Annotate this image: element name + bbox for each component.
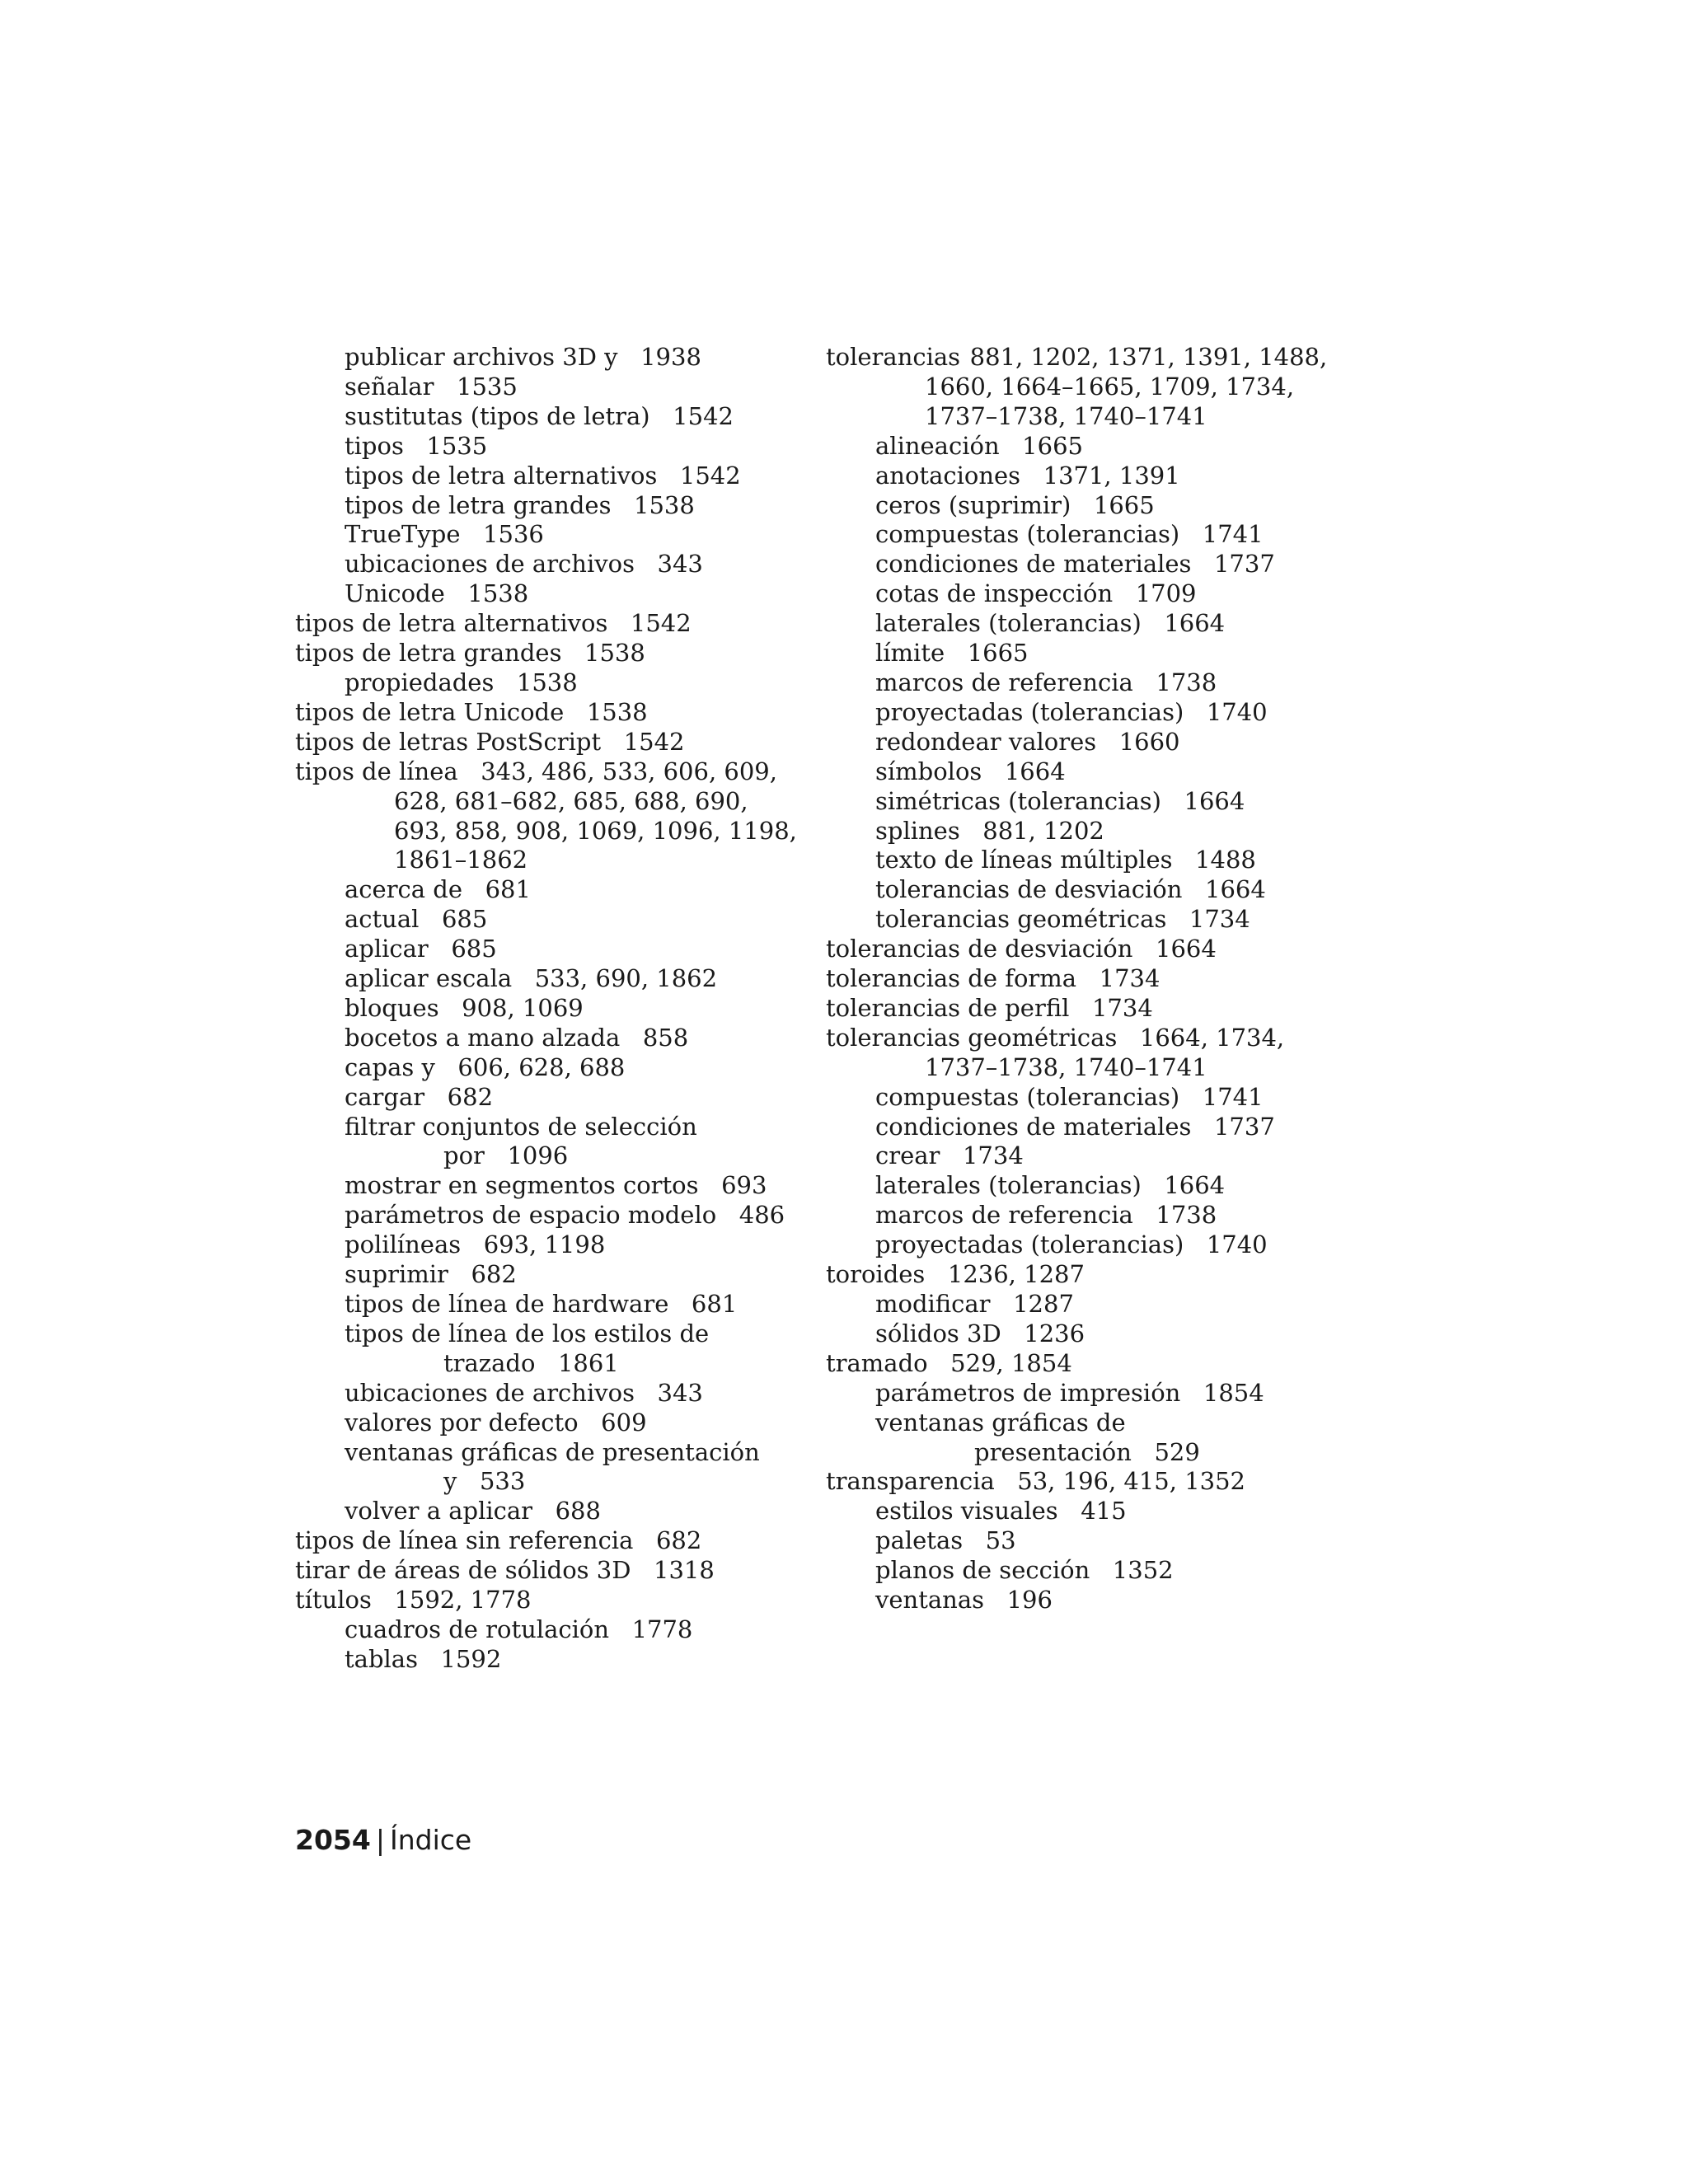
index-continuation-text: y [443,1467,457,1496]
section-title: Índice [389,1824,472,1856]
index-pages: 681 [485,875,531,904]
index-continuation-text: presentación [974,1437,1132,1466]
index-pages: 1542 [679,461,741,490]
index-term: tolerancias geométricas [875,905,1167,934]
index-pages: 1236, 1287 [947,1260,1085,1289]
index-continuation [295,817,806,846]
index-entry [826,1024,1353,1083]
index-term: aplicar [345,935,429,963]
index-pages: 196 [1006,1586,1053,1615]
index-entry [826,994,1353,1024]
index-pages: 415 [1081,1497,1127,1526]
index-subentry [826,609,1353,639]
index-subentry [826,1379,1353,1408]
index-pages: 1938 [640,343,701,371]
index-subentry [295,1083,806,1113]
index-subentry [295,1113,806,1172]
index-continuation-text: 1737–1738, 1740–1741 [925,1052,1207,1081]
index-term: modificar [875,1290,991,1318]
index-term: redondear valores [875,727,1097,756]
index-term: polilíneas [345,1230,462,1259]
index-entry [295,728,806,757]
index-term: tipos de línea de hardware [345,1290,669,1318]
index-entry [826,1467,1353,1497]
index-continuation [826,373,1353,402]
index-term: tipos de letras PostScript [295,727,602,756]
index-pages: 606, 628, 688 [457,1052,626,1081]
index-term: cargar [345,1082,425,1111]
index-subentry [295,935,806,964]
index-subentry [826,432,1353,462]
index-term: capas y [345,1052,435,1081]
index-term: mostrar en segmentos cortos [345,1171,699,1200]
index-continuation [345,1349,806,1379]
index-pages: 881, 1202, 1371, 1391, 1488, [969,343,1328,371]
index-term: planos de sección [875,1556,1090,1585]
index-subentry [826,905,1353,935]
index-subentry [826,550,1353,579]
index-pages: 1538 [467,579,529,608]
index-pages: 343, 486, 533, 606, 609, [481,757,777,785]
index-continuation [875,1438,1353,1468]
index-continuation-text: por [443,1141,485,1170]
index-pages: 1664 [1164,1171,1226,1200]
index-subentry [295,1230,806,1260]
index-subentry [295,668,806,698]
index-subentry [295,491,806,521]
index-pages: 688 [555,1497,601,1526]
index-subentry [295,462,806,491]
index-term: texto de líneas múltiples [875,846,1173,874]
index-subentry [295,1615,806,1645]
index-pages: 1542 [630,609,692,638]
index-subentry [826,817,1353,846]
index-subentry [826,698,1353,728]
index-term: símbolos [875,757,982,785]
index-term: ventanas [875,1586,985,1615]
index-term: condiciones de materiales [875,550,1192,579]
index-term: TrueType [345,520,461,549]
index-pages: 1664 [1164,609,1226,638]
index-term: ceros (suprimir) [875,490,1071,519]
index-pages: 1664 [1205,875,1266,904]
index-pages: 1236 [1024,1319,1085,1347]
index-term: paletas [875,1526,964,1555]
index-subentry [826,787,1353,817]
index-pages: 682 [655,1526,702,1555]
index-term: tipos de línea de los estilos de [345,1319,710,1347]
index-term: tipos de letra grandes [295,639,562,668]
index-term: cuadros de rotulación [345,1615,610,1643]
index-term: tipos de línea sin referencia [295,1526,634,1555]
index-term: tirar de áreas de sólidos 3D [295,1556,631,1585]
index-pages: 1778 [631,1615,693,1643]
index-term: señalar [345,372,434,401]
index-continuation-text: trazado [443,1348,536,1377]
index-pages: 486 [738,1201,785,1230]
index-subentry [295,579,806,609]
index-pages: 1734 [1091,993,1153,1022]
index-continuation [295,846,806,875]
index-subentry [295,875,806,905]
index-pages: 1738 [1156,668,1217,696]
index-term: propiedades [345,668,495,696]
index-pages: 1592, 1778 [394,1586,532,1615]
index-subentry [826,520,1353,550]
index-term: tipos de línea [295,757,458,785]
index-pages: 1371, 1391 [1043,461,1180,490]
index-subentry [826,846,1353,875]
index-subentry [826,1497,1353,1526]
index-pages: 1536 [483,520,544,549]
index-pages: 1488 [1195,846,1256,874]
index-subentry [295,964,806,994]
index-term: proyectadas (tolerancias) [875,1230,1184,1259]
index-pages: 1352 [1112,1556,1174,1585]
index-subentry [295,550,806,579]
index-term: estilos visuales [875,1497,1058,1526]
index-pages: 1660 [1118,727,1180,756]
index-term: laterales (tolerancias) [875,1171,1142,1200]
index-pages: 1535 [426,431,488,460]
index-continuation-text: 693, 858, 908, 1069, 1096, 1198, [394,816,797,845]
index-term: proyectadas (tolerancias) [875,697,1184,726]
index-pages: 1287 [1013,1290,1074,1318]
index-pages: 1740 [1206,1230,1268,1259]
index-subentry [295,905,806,935]
index-pages: 1734 [1189,905,1250,934]
index-pages: 1861 [557,1348,619,1377]
index-entry [295,1526,806,1556]
index-column-right [826,343,1353,1615]
index-subentry [295,1053,806,1083]
index-term: tipos de letra alternativos [345,461,658,490]
index-term: tolerancias geométricas [826,1023,1118,1052]
index-pages: 1664 [1184,786,1245,815]
index-pages: 1737 [1213,1112,1275,1141]
index-term: publicar archivos 3D y [345,343,618,371]
index-entry [826,964,1353,994]
index-term: ubicaciones de archivos [345,550,635,579]
index-continuation-text: 1660, 1664–1665, 1709, 1734, [925,372,1295,401]
index-term: volver a aplicar [345,1497,533,1526]
index-pages: 1664 [1004,757,1066,785]
index-term: splines [875,816,960,845]
page-footer [295,1824,471,1856]
index-subentry [295,1408,806,1438]
index-pages: 1738 [1156,1201,1217,1230]
index-term: toroides [826,1260,926,1289]
index-pages: 1665 [967,639,1029,668]
index-pages: 1538 [586,697,648,726]
index-subentry [826,1290,1353,1319]
index-pages: 1542 [623,727,685,756]
index-subentry [826,1141,1353,1171]
index-pages: 1709 [1135,579,1197,608]
index-subentry [295,1438,806,1497]
index-term: cotas de inspección [875,579,1114,608]
index-term: tablas [345,1644,418,1673]
index-entry [295,609,806,639]
index-pages: 53 [985,1526,1016,1555]
index-subentry [826,728,1353,757]
index-term: sólidos 3D [875,1319,1001,1347]
index-pages: 908, 1069 [462,993,584,1022]
index-subentry [826,579,1353,609]
index-continuation [826,1053,1353,1083]
index-subentry [295,994,806,1024]
index-continuation [345,1467,806,1497]
index-term: tipos de letra grandes [345,490,612,519]
index-column-left [295,343,806,1675]
index-term: tipos de letra Unicode [295,697,565,726]
index-subentry [826,1586,1353,1615]
index-term: bocetos a mano alzada [345,1023,621,1052]
index-continuation [826,402,1353,432]
index-term: suprimir [345,1260,448,1289]
index-subentry [295,1024,806,1053]
index-term: tipos [345,431,404,460]
index-pages: 881, 1202 [982,816,1104,845]
index-pages: 1665 [1093,490,1155,519]
index-entry [295,1586,806,1615]
index-subentry [826,1113,1353,1142]
index-term: laterales (tolerancias) [875,609,1142,638]
index-pages: 682 [447,1082,494,1111]
index-term: simétricas (tolerancias) [875,786,1161,815]
index-continuation-text: 1737–1738, 1740–1741 [925,401,1207,430]
index-pages: 682 [471,1260,517,1289]
index-pages: 1854 [1203,1378,1264,1407]
footer-separator: | [375,1824,385,1856]
index-subentry [826,462,1353,491]
index-subentry [826,639,1353,668]
index-pages: 1538 [634,490,695,519]
index-term: ventanas gráficas de presentación [345,1437,760,1466]
index-subentry [295,1497,806,1526]
index-subentry [826,491,1353,521]
index-term: marcos de referencia [875,668,1133,696]
index-term: actual [345,905,420,934]
index-pages: 1741 [1202,520,1264,549]
index-subentry [826,1171,1353,1201]
index-term: marcos de referencia [875,1201,1133,1230]
index-term: compuestas (tolerancias) [875,1082,1180,1111]
index-continuation-text: 1861–1862 [394,846,528,874]
index-subentry [295,1645,806,1675]
index-pages: 685 [441,905,488,934]
index-pages: 681 [691,1290,738,1318]
index-subentry [295,1379,806,1408]
index-pages: 1665 [1022,431,1083,460]
index-entry [826,935,1353,964]
page-number: 2054 [295,1824,371,1856]
index-subentry [826,1230,1353,1260]
index-pages: 693 [721,1171,767,1200]
index-term: ventanas gráficas de [875,1408,1126,1436]
index-continuation [295,787,806,817]
index-subentry [826,1556,1353,1586]
index-entry [295,757,806,876]
index-term: tipos de letra alternativos [295,609,608,638]
index-term: condiciones de materiales [875,1112,1192,1141]
index-term: tolerancias de desviación [875,875,1183,904]
index-pages: 1734 [962,1141,1024,1170]
index-subentry [826,1319,1353,1349]
index-entry [826,1260,1353,1290]
index-term: sustitutas (tipos de letra) [345,401,650,430]
index-term: filtrar conjuntos de selección [345,1112,697,1141]
index-term: acerca de [345,875,463,904]
index-term: tolerancias de desviación [826,935,1133,963]
index-pages: 529, 1854 [950,1348,1072,1377]
index-pages: 685 [451,935,497,963]
index-term: parámetros de impresión [875,1378,1181,1407]
index-pages: 1664, 1734, [1139,1023,1285,1052]
index-pages: 1592 [440,1644,502,1673]
index-pages: 533, 690, 1862 [534,964,718,993]
index-subentry [295,1319,806,1379]
index-term: compuestas (tolerancias) [875,520,1180,549]
index-term: transparencia [826,1467,995,1496]
index-pages: 1741 [1202,1082,1264,1111]
index-entry [295,639,806,668]
index-pages: 1542 [673,401,734,430]
index-pages: 693, 1198 [483,1230,606,1259]
index-subentry [295,373,806,402]
index-term: tramado [826,1348,928,1377]
index-term: alineación [875,431,1000,460]
index-subentry [295,402,806,432]
index-entry [826,1349,1353,1379]
index-subentry [295,1171,806,1201]
index-pages: 343 [657,550,703,579]
index-subentry [826,1526,1353,1556]
index-subentry [826,875,1353,905]
index-pages: 1535 [457,372,518,401]
index-term: títulos [295,1586,372,1615]
index-entry [295,698,806,728]
index-subentry [295,1290,806,1319]
index-term: tolerancias de forma [826,964,1077,993]
index-continuation-text: 628, 681–682, 685, 688, 690, [394,786,748,815]
index-subentry [295,1260,806,1290]
index-subentry [295,520,806,550]
index-pages: 533 [479,1467,526,1496]
index-term: valores por defecto [345,1408,579,1436]
index-pages: 343 [657,1378,703,1407]
index-subentry [826,757,1353,787]
index-subentry [826,1083,1353,1113]
index-entry [295,1556,806,1586]
index-term: Unicode [345,579,445,608]
index-pages: 1318 [654,1556,715,1585]
index-term: crear [875,1141,940,1170]
index-continuation [345,1141,806,1171]
index-subentry [295,343,806,373]
index-subentry [295,1201,806,1230]
index-pages: 858 [642,1023,689,1052]
index-pages: 1538 [584,639,645,668]
index-term: tolerancias [826,343,961,371]
index-pages: 1664 [1156,935,1217,963]
index-subentry [295,432,806,462]
index-pages: 1737 [1213,550,1275,579]
index-pages: 1734 [1099,964,1160,993]
index-subentry [826,1201,1353,1230]
index-pages: 609 [601,1408,647,1436]
index-term: tolerancias de perfil [826,993,1070,1022]
index-pages: 529 [1154,1437,1200,1466]
index-pages: 1538 [516,668,578,696]
index-subentry [826,1408,1353,1468]
index-term: anotaciones [875,461,1021,490]
index-pages: 1740 [1206,697,1268,726]
index-pages: 53, 196, 415, 1352 [1017,1467,1245,1496]
index-term: ubicaciones de archivos [345,1378,635,1407]
index-pages: 1096 [507,1141,569,1170]
index-term: aplicar escala [345,964,513,993]
index-term: límite [875,639,945,668]
index-entry [826,343,1353,432]
index-subentry [826,668,1353,698]
index-term: parámetros de espacio modelo [345,1201,717,1230]
index-term: bloques [345,993,439,1022]
